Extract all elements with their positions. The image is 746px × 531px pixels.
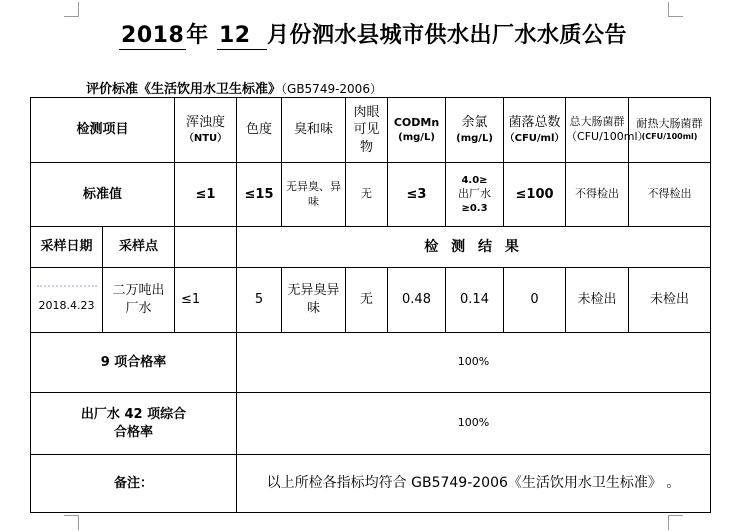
header-thermo-label: 耐热大肠菌群 — [636, 117, 703, 131]
header-cod — [388, 98, 446, 163]
sample-thermo: 未检出 — [629, 268, 711, 333]
pass-rate-9-row — [31, 333, 711, 393]
header-bacteria-unit: （CFU/ml） — [504, 133, 565, 145]
sample-header-row — [31, 227, 711, 268]
page-corner-mark — [668, 2, 683, 17]
standard-color: ≤15 — [237, 163, 282, 227]
pass-rate-42-label-text: 出厂水 42 项综合合格率 — [80, 406, 187, 440]
header-coliform — [566, 98, 649, 163]
standard-value-label: 标准值 — [31, 163, 175, 227]
header-thermo — [629, 98, 711, 163]
standard-odor: 无异臭、异味 — [282, 163, 346, 227]
header-row — [31, 98, 711, 163]
remark-text: 以上所检各指标均符合 GB5749-2006《生活饮用水卫生标准》 。 — [237, 455, 711, 513]
header-thermo-unit: (CFU/100ml) — [641, 132, 698, 142]
standard-visible: 无 — [346, 163, 388, 227]
standard-chlorine-upper: 4.0≥ — [461, 174, 488, 186]
standard-chlorine — [446, 163, 504, 227]
sample-visible: 无 — [346, 268, 388, 333]
standard-cod: ≤3 — [388, 163, 446, 227]
standard-chlorine-note: 出厂水 — [458, 187, 492, 201]
sample-date-cell — [31, 268, 103, 333]
sample-point-label-text: 二万吨出厂水 — [112, 283, 165, 316]
header-bacteria — [504, 98, 566, 163]
remark-label: 备注： — [31, 455, 237, 513]
page-corner-mark — [668, 515, 683, 530]
water-quality-table — [30, 97, 711, 513]
standard-bacteria: ≤100 — [504, 163, 566, 227]
sample-chlorine: 0.14 — [446, 268, 504, 333]
title-month: 12 — [217, 23, 267, 50]
sample-bacteria: 0 — [504, 268, 566, 333]
page-corner-mark — [64, 515, 79, 530]
sample-cod: 0.48 — [388, 268, 446, 333]
sample-coliform: 未检出 — [566, 268, 629, 333]
results-label: 检 测 结 果 — [237, 227, 711, 268]
header-visible-label: 肉眼可见物 — [353, 104, 380, 155]
pass-rate-9-value: 100% — [237, 333, 711, 393]
document-title — [0, 18, 746, 50]
sample-point-label: 采样点 — [103, 227, 175, 268]
page-corner-mark — [64, 2, 79, 17]
pass-rate-9-label: 9 项合格率 — [31, 333, 237, 393]
empty-cell — [175, 227, 237, 268]
pass-rate-42-label — [31, 393, 237, 455]
title-rest: 月份泗水县城市供水出厂水水质公告 — [266, 23, 627, 48]
sample-point — [103, 268, 175, 333]
title-year: 2018 — [121, 23, 185, 48]
header-turbidity-label: 浑浊度 — [186, 115, 226, 131]
header-odor: 臭和味 — [282, 98, 346, 163]
sample-turbidity: ≤1 — [175, 268, 237, 333]
header-coliform-label: 总大肠菌群 — [569, 115, 625, 129]
sample-row — [31, 268, 711, 333]
title-nian: 年 — [186, 23, 209, 48]
header-turbidity — [175, 98, 237, 163]
header-cod-unit: (mg/L) — [398, 131, 435, 143]
standard-code: （GB5749-2006） — [281, 82, 382, 96]
header-turbidity-unit: （NTU） — [183, 133, 228, 145]
redacted-mark — [37, 285, 97, 287]
header-coliform-unit: （CFU/100ml） — [566, 130, 649, 143]
sample-odor-text: 无异臭异味 — [287, 283, 340, 316]
sample-color: 5 — [237, 268, 282, 333]
header-chlorine — [446, 98, 504, 163]
header-item: 检测项目 — [31, 98, 175, 163]
header-color: 色度 — [237, 98, 282, 163]
pass-rate-42-value: 100% — [237, 393, 711, 455]
standard-coliform: 不得检出 — [566, 163, 629, 227]
sample-date: 2018.4.23 — [38, 299, 95, 313]
sample-odor — [282, 268, 346, 333]
header-bacteria-label: 菌落总数 — [508, 115, 561, 131]
header-cod-label: CODMn — [393, 115, 440, 129]
standard-thermo: 不得检出 — [629, 163, 711, 227]
evaluation-standard — [86, 78, 382, 97]
header-chlorine-label: 余氯 — [461, 115, 488, 131]
standard-turbidity: ≤1 — [175, 163, 237, 227]
header-visible — [346, 98, 388, 163]
standard-value-row — [31, 163, 711, 227]
standard-prefix: 评价标准《生活饮用水卫生标准》 — [86, 82, 282, 97]
header-chlorine-unit: (mg/L) — [456, 133, 493, 145]
sample-date-label: 采样日期 — [31, 227, 103, 268]
standard-chlorine-lower: ≥0.3 — [461, 202, 488, 214]
pass-rate-42-row — [31, 393, 711, 455]
remark-row — [31, 455, 711, 513]
